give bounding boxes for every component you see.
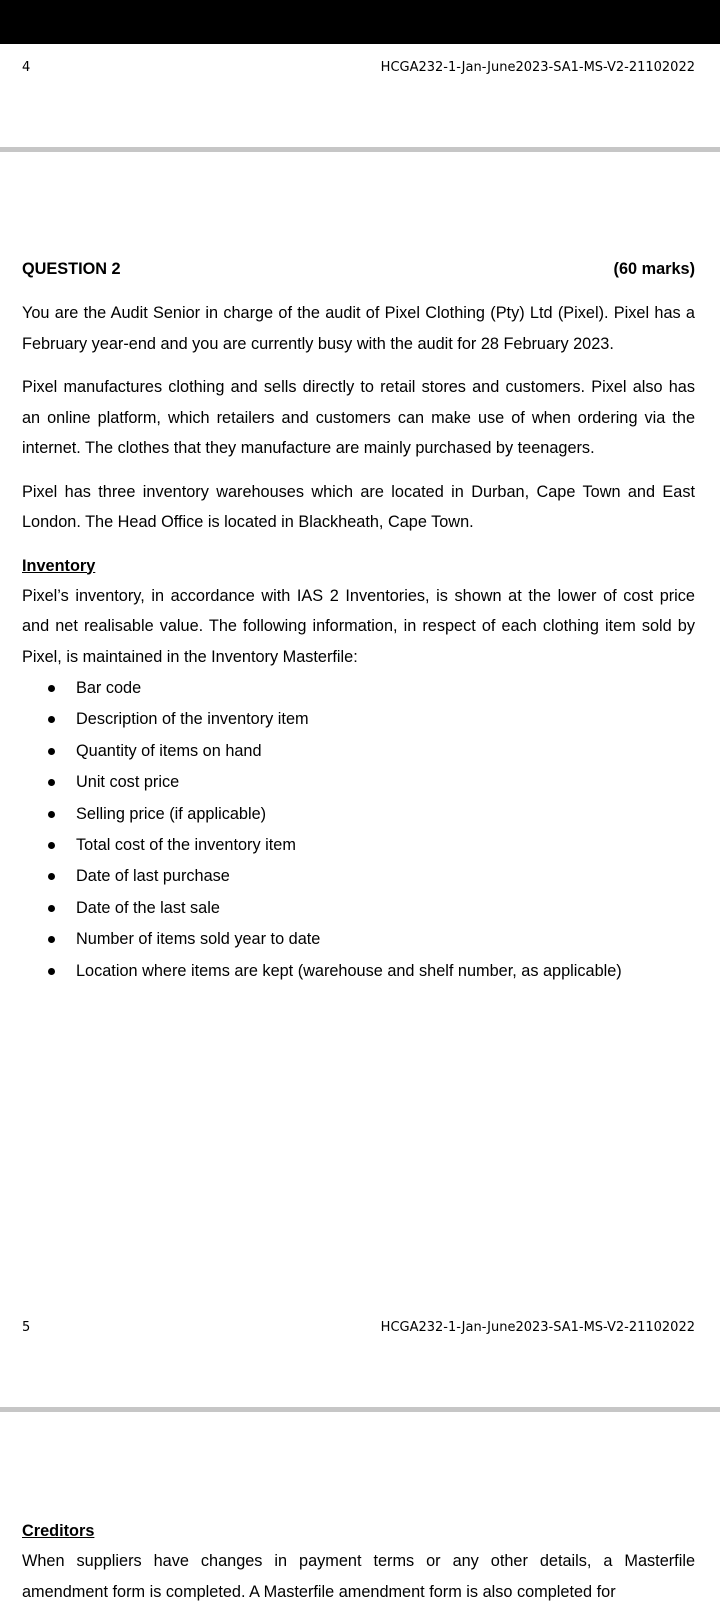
page-separator xyxy=(0,1407,720,1412)
question-title: QUESTION 2 xyxy=(22,260,121,278)
list-item: Quantity of items on hand xyxy=(22,736,695,767)
document-code: HCGA232-1-Jan-June2023-SA1-MS-V2-21102022 xyxy=(380,59,695,75)
top-bar xyxy=(0,0,720,44)
bullet-icon xyxy=(48,779,55,786)
list-item: Date of the last sale xyxy=(22,893,695,924)
page-4-content xyxy=(22,254,695,987)
document-code: HCGA232-1-Jan-June2023-SA1-MS-V2-21102022 xyxy=(380,1319,695,1335)
bullet-icon xyxy=(48,936,55,943)
list-item: Unit cost price xyxy=(22,767,695,798)
page-header-4 xyxy=(22,57,695,77)
question-heading xyxy=(22,254,695,284)
page-number: 4 xyxy=(22,59,31,75)
inventory-intro: Pixel’s inventory, in accordance with IAS 2 Inventories, is shown at the lower of cost price and net realisable value. The following information, in respect of each clothing item sold by Pixel, is maintained in the Inventory Masterfile: xyxy=(22,586,695,666)
list-item: Date of last purchase xyxy=(22,861,695,892)
bullet-icon xyxy=(48,873,55,880)
bullet-icon xyxy=(48,811,55,818)
bullet-icon xyxy=(48,685,55,692)
warehouse-paragraph: Pixel has three inventory warehouses which are located in Durban, Cape Town and East London. The Head Office is located in Blackheath, Cape Town. xyxy=(22,482,695,531)
page-separator xyxy=(0,147,720,152)
intro-paragraph: You are the Audit Senior in charge of the audit of Pixel Clothing (Pty) Ltd (Pixel). Pixel has a February year-end and you are currently busy with the audit for 28 February 2023. xyxy=(22,304,695,353)
page-number: 5 xyxy=(22,1319,31,1335)
inventory-masterfile-list xyxy=(22,673,695,987)
creditors-paragraph: When suppliers have changes in payment terms or any other details, a Masterfile amendment form is completed. A Masterfile amendment form is also completed for xyxy=(22,1552,695,1601)
bullet-icon xyxy=(48,905,55,912)
list-item: Total cost of the inventory item xyxy=(22,830,695,861)
bullet-icon xyxy=(48,716,55,723)
bullet-icon xyxy=(48,968,55,975)
page-header-5 xyxy=(22,1317,695,1337)
list-item: Number of items sold year to date xyxy=(22,924,695,955)
bullet-icon xyxy=(48,842,55,849)
question-marks: (60 marks) xyxy=(613,260,695,278)
list-item: Location where items are kept (warehouse and shelf number, as applicable) xyxy=(22,956,695,987)
inventory-heading: Inventory xyxy=(22,556,96,575)
list-item: Selling price (if applicable) xyxy=(22,799,695,830)
page-5-content xyxy=(22,1516,695,1607)
list-item: Bar code xyxy=(22,673,695,704)
list-item: Description of the inventory item xyxy=(22,704,695,735)
business-paragraph: Pixel manufactures clothing and sells directly to retail stores and customers. Pixel also has an online platform, which retailers and customers can make use of when ordering via the internet. The clothes that they manufacture are mainly purchased by teenagers. xyxy=(22,378,695,457)
creditors-heading: Creditors xyxy=(22,1522,95,1540)
bullet-icon xyxy=(48,748,55,755)
